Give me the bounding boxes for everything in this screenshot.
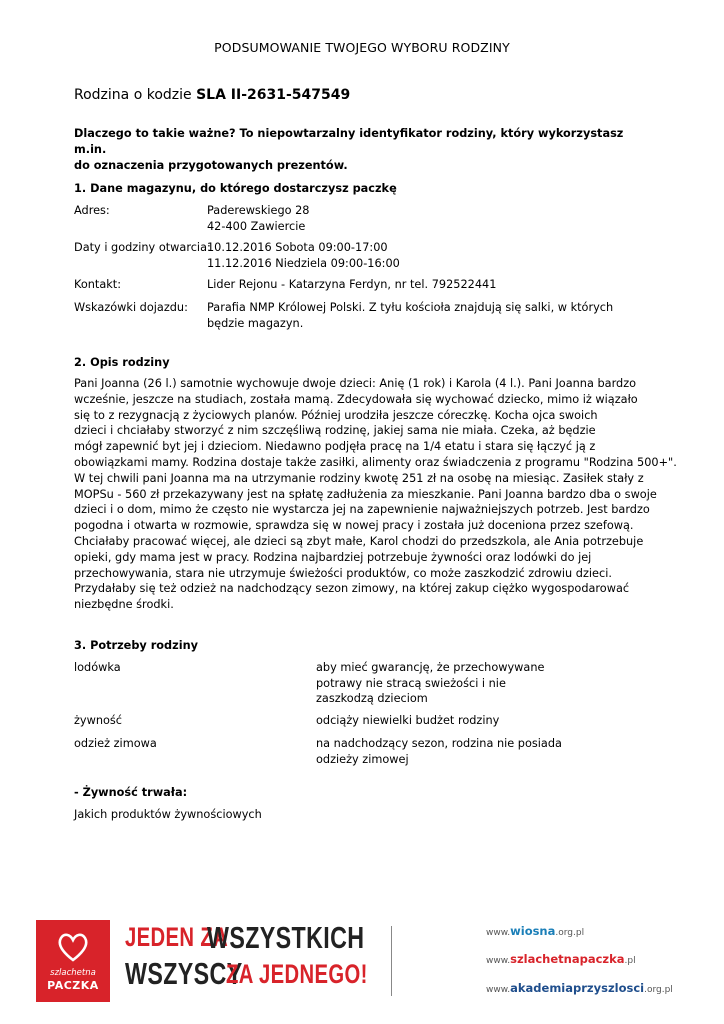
description-line: wcześnie, jeszcze na studiach, została mamą. Zdecydowała się wychować dziecko, mimo iż wiązało (74, 392, 638, 406)
hours-line: 10.12.2016 Sobota 09:00-17:00 (207, 241, 388, 254)
directions-line: będzie magazyn. (207, 316, 304, 330)
food-text: Jakich produktów żywnościowych (74, 808, 262, 821)
link-wiosna[interactable] (486, 924, 584, 938)
directions-line: Parafia NMP Królowej Polski. Z tyłu kościoła znajdują się salki, w których (207, 301, 614, 314)
description-line: niezbędne środki. (74, 598, 174, 612)
footer-divider (391, 926, 392, 996)
logo-small-text: szlachetna (50, 968, 96, 978)
link-main: wiosna (510, 924, 556, 938)
address-line: Paderewskiego 28 (207, 204, 310, 217)
directions-label: Wskazówki dojazdu: (74, 301, 188, 314)
family-code-line (74, 87, 350, 103)
contact-value (207, 277, 627, 293)
heart-icon (56, 930, 90, 964)
description-line: Pani Joanna (26 l.) samotnie wychowuje dwoje dzieci: Anię (1 rok) i Karola (4 l.). Pani Joanna bardzo (74, 377, 637, 390)
description-line: opieki, gdy mama jest w pracy. Rodzina najbardziej potrzebuje żywności oraz lodówki do jej (74, 550, 592, 564)
description-line: Chciałaby pracować więcej, ale dzieci są zbyt małe, Karol chodzi do przedszkola, ale Ania potrzebuje (74, 534, 644, 548)
need-name: żywność (74, 714, 123, 727)
slogan-part: JEDEN ZA (125, 922, 229, 952)
address-line: 42-400 Zawiercie (207, 219, 306, 233)
link-main: szlachetnapaczka (510, 952, 625, 966)
why-line: Dlaczego to takie ważne? To niepowtarzalny identyfikator rodziny, który wykorzystasz m.in. (74, 127, 624, 156)
logo-big-text: PACZKA (47, 979, 99, 992)
page-title: PODSUMOWANIE TWOJEGO WYBORU RODZINY (214, 40, 510, 55)
description-line: przechowywania, stara nie utrzymuje świeżości produktów, co może zaszkodzić zdrowiu dzieci. (74, 566, 612, 580)
food-heading: - Żywność trwała: (74, 786, 188, 799)
why-line: do oznaczenia przygotowanych prezentów. (74, 159, 348, 172)
hours-label: Daty i godziny otwarcia: (74, 241, 211, 254)
need-reason-line: odciąży niewielki budżet rodziny (316, 714, 500, 727)
link-prefix: www. (486, 956, 511, 966)
need-name: odzież zimowa (74, 737, 157, 750)
address-value (207, 203, 627, 234)
need-reason (316, 660, 576, 707)
need-reason-line: zaszkodzą dzieciom (316, 692, 428, 705)
family-code: SLA II-2631-547549 (196, 87, 351, 103)
description-line: dzieci i chciałaby stworzyć z nim szczęśliwą rodzinę, jakiej sama nie miała. Czeka, aż będzie (74, 424, 596, 438)
hours-value (207, 240, 627, 271)
need-reason (316, 713, 576, 729)
section-warehouse-heading: 1. Dane magazynu, do którego dostarczysz paczkę (74, 182, 397, 195)
slogan-part: ZA JEDNEGO! (226, 959, 368, 989)
contact-line: Lider Rejonu - Katarzyna Ferdyn, nr tel. 792522441 (207, 278, 497, 291)
slogan-part: WSZYSCY (125, 956, 243, 991)
section-family-description-heading: 2. Opis rodziny (74, 356, 170, 369)
link-akademiaprzyszlosci[interactable] (486, 981, 673, 995)
hours-line: 11.12.2016 Niedziela 09:00-16:00 (207, 256, 400, 270)
slogan-part: WSZYSTKICH (207, 920, 365, 955)
link-prefix: www. (486, 928, 511, 938)
link-suffix: .pl (624, 956, 636, 966)
section-needs-heading: 3. Potrzeby rodziny (74, 639, 198, 652)
description-line: dzieci i o dom, mimo że często nie wystarcza jej na zapewnienie najważniejszych potrzeb. Jest bardzo (74, 503, 650, 517)
description-line: mógł zapewnić byt jej i dzieciom. Niedawno podjęła pracę na 1/4 etatu i stara się łączyć ją z (74, 440, 596, 454)
family-code-prefix: Rodzina o kodzie (74, 87, 192, 103)
address-label: Adres: (74, 204, 110, 217)
link-suffix: .org.pl (644, 985, 673, 995)
need-reason-line: odzieży zimowej (316, 752, 409, 766)
description-line: W tej chwili pani Joanna ma na utrzymanie rodziny kwotę 251 zł na osobę na miesiąc. Zasiłek stały z (74, 471, 644, 485)
need-reason-line: na nadchodzący sezon, rodzina nie posiada (316, 737, 562, 750)
link-main: akademiaprzyszlosci (510, 981, 645, 995)
link-suffix: .org.pl (555, 928, 585, 938)
description-line: się to z rezygnacją z życiowych planów. Później urodziła jeszcze córeczkę. Kocha ojca swoich (74, 408, 598, 422)
need-reason-line: aby mieć gwarancję, że przechowywane (316, 661, 545, 674)
need-reason-line: potrawy nie stracą swieżości i nie (316, 676, 506, 690)
link-prefix: www. (486, 985, 511, 995)
contact-label: Kontakt: (74, 278, 122, 291)
directions-value (207, 300, 627, 331)
description-line: MOPSu - 560 zł przekazywany jest na spłatę zadłużenia za mieszkanie. Pani Joanna bardzo dba o swoje (74, 487, 657, 501)
need-name: lodówka (74, 661, 121, 674)
why-important-note (74, 126, 654, 174)
description-line: Przydałaby się też odzież na nadchodzący sezon zimowy, na której zakup ciężko wygospodarować (74, 582, 630, 596)
description-line: obowiązkami mamy. Rodzina dostaje także zasiłki, alimenty oraz świadczenia z programu "Rodzina 500+". (74, 455, 677, 469)
link-szlachetnapaczka[interactable] (486, 952, 636, 966)
description-line: pogodna i otwarta w rozmowie, sprawdza się w nowej pracy i została już doceniona przez szefową. (74, 519, 634, 533)
need-reason (316, 736, 576, 767)
szlachetna-paczka-logo (36, 920, 110, 1002)
family-description (74, 376, 677, 613)
